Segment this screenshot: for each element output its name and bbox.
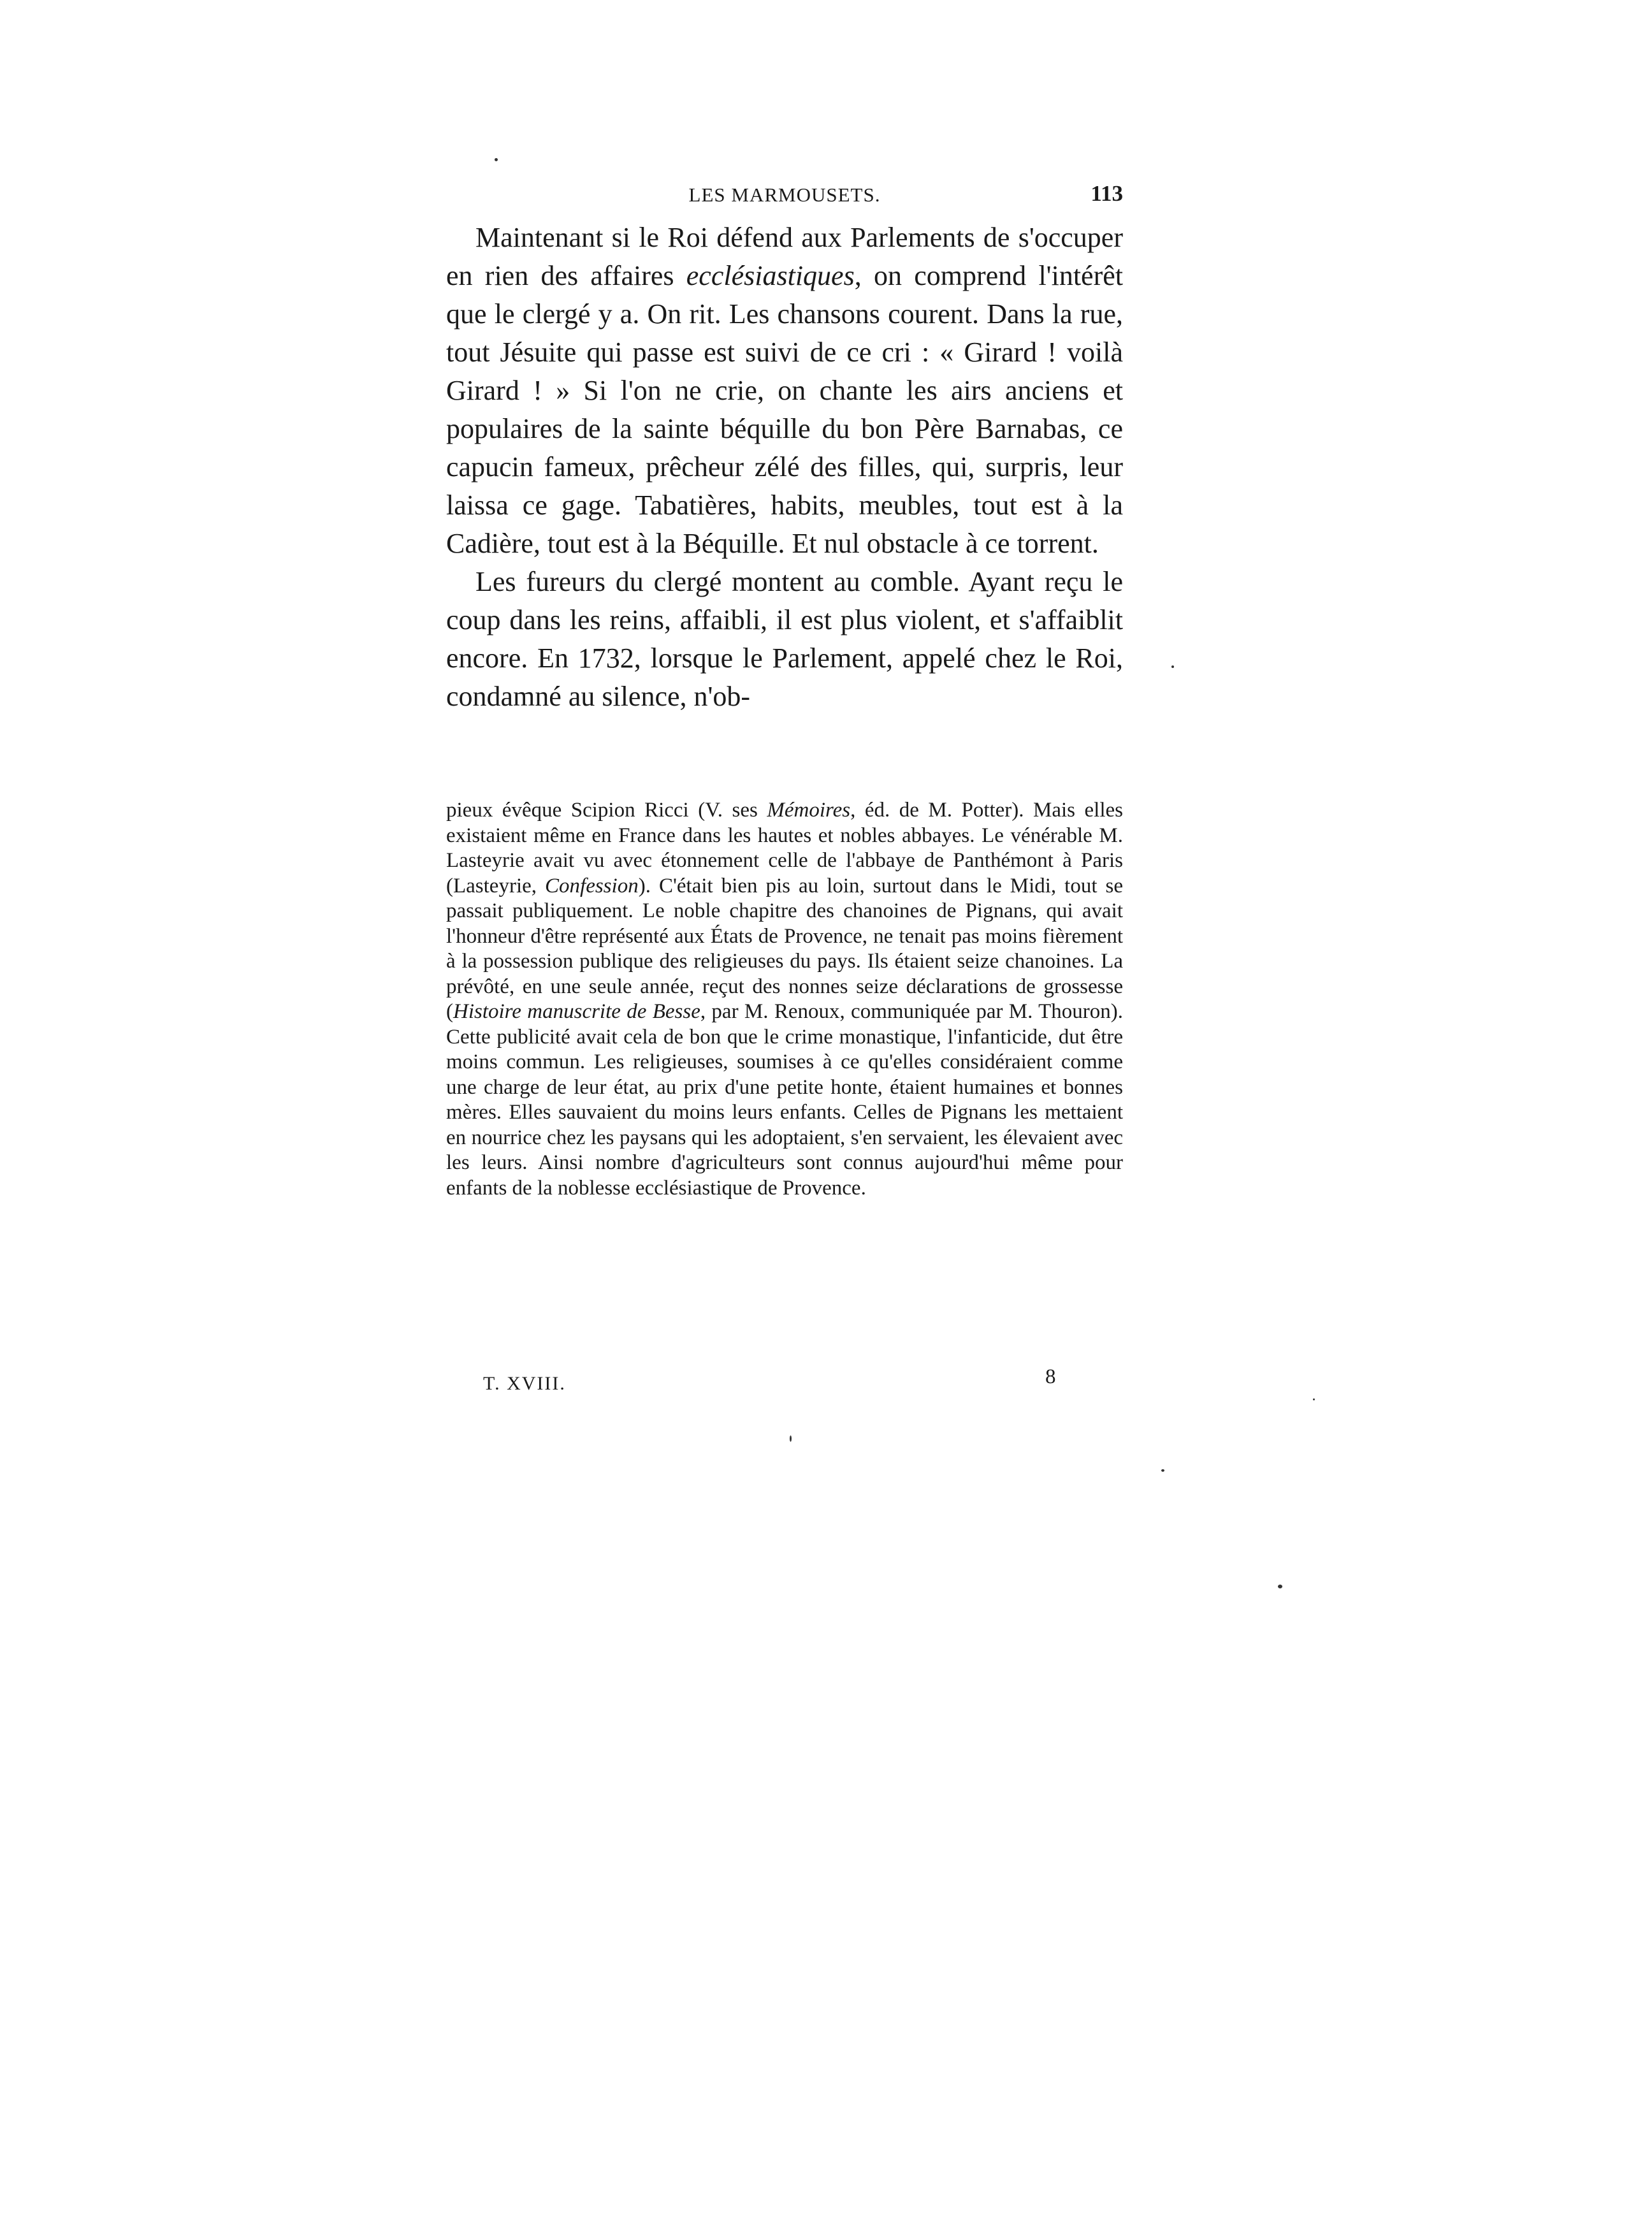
footnote-segment-3: ). C'était bien pis au loin, surtout dans le Midi, tout se passait publiquement. Le noble chapitre des chanoines de Pignans, qui avait l'honneur d'être représenté aux États de Provence, ne tenait pas moins fièrement à la possession publique des religieuses du pays. Ils étaient seize chanoines. La prévôté, en une seule année, reçut des nonnes seize déclarations de grossesse (: [446, 874, 1123, 1023]
footnote-emphasis-1: Mémoires: [767, 799, 851, 822]
footnote-segment-2: , éd. de M. Potter). Mais elles existaient même en France dans les hautes et nobles abbayes. Le vénérable M. Lasteyrie avait vu avec étonnement celle de l'abbaye de Panthémont à Paris (Lasteyrie,: [446, 799, 1123, 897]
paragraph-1-emphasis: ecclésiastiques: [686, 260, 855, 291]
footnote-emphasis-2: Confession: [545, 874, 639, 897]
main-text: [446, 219, 1123, 716]
running-head: [446, 181, 1123, 213]
paragraph-1-text-b: , on comprend l'intérêt que le clergé y a. On rit. Les chansons courent. Dans la rue, tout Jésuite qui passe est suivi de ce cri : « Girard ! voilà Girard ! » Si l'on ne crie, on chante les airs anciens et populaires de la sainte béquille du bon Père Barnabas, ce capucin fameux, prêcheur zélé des filles, qui, surpris, leur laissa ce gage. Tabatières, habits, meubles, tout est à la Cadière, tout est à la Béquille. Et nul obstacle à ce torrent.: [446, 260, 1123, 559]
signature-number: 8: [1045, 1365, 1056, 1388]
paper-speck: [1313, 1398, 1315, 1400]
running-title: LES MARMOUSETS.: [688, 184, 881, 206]
footnote-text: [446, 798, 1123, 1201]
paper-speck: [1161, 1469, 1164, 1472]
paper-speck: [790, 1435, 792, 1442]
paper-speck: [1278, 1585, 1282, 1588]
paragraph-1-text-a: Maintenant si le Roi défend aux Parlements de s'occuper en rien des affaires: [446, 222, 1123, 291]
paragraph-2: Les fureurs du clergé montent au comble. Ayant reçu le coup dans les reins, affaibli, il est plus violent, et s'affaiblit encore. En 1732, lorsque le Parlement, appelé chez le Roi, condamné au silence, n'ob-: [446, 566, 1123, 712]
paper-speck: [1171, 665, 1174, 668]
paper-speck: [495, 158, 498, 161]
paragraph-1: [446, 219, 1123, 563]
signature-line: [446, 1365, 1123, 1402]
volume-mark: T. XVIII.: [483, 1373, 566, 1394]
footnote-segment-1: pieux évêque Scipion Ricci (V. ses: [446, 799, 767, 822]
footnote: [446, 798, 1123, 1201]
footnote-emphasis-3: Histoire manuscrite de Besse: [453, 1000, 700, 1023]
page-number: 113: [1090, 181, 1123, 206]
footnote-segment-4: , par M. Renoux, communiquée par M. Thouron). Cette publicité avait cela de bon que le crime monastique, l'infanticide, dut être moins commun. Les religieuses, soumises à ce qu'elles considéraient comme une charge de leur état, au prix d'une petite honte, étaient humaines et bonnes mères. Elles sauvaient du moins leurs enfants. Celles de Pignans les mettaient en nourrice chez les paysans qui les adoptaient, s'en servaient, les élevaient avec les leurs. Ainsi nombre d'agriculteurs sont connus aujourd'hui même pour enfants de la noblesse ecclésiastique de Provence.: [446, 1000, 1123, 1200]
